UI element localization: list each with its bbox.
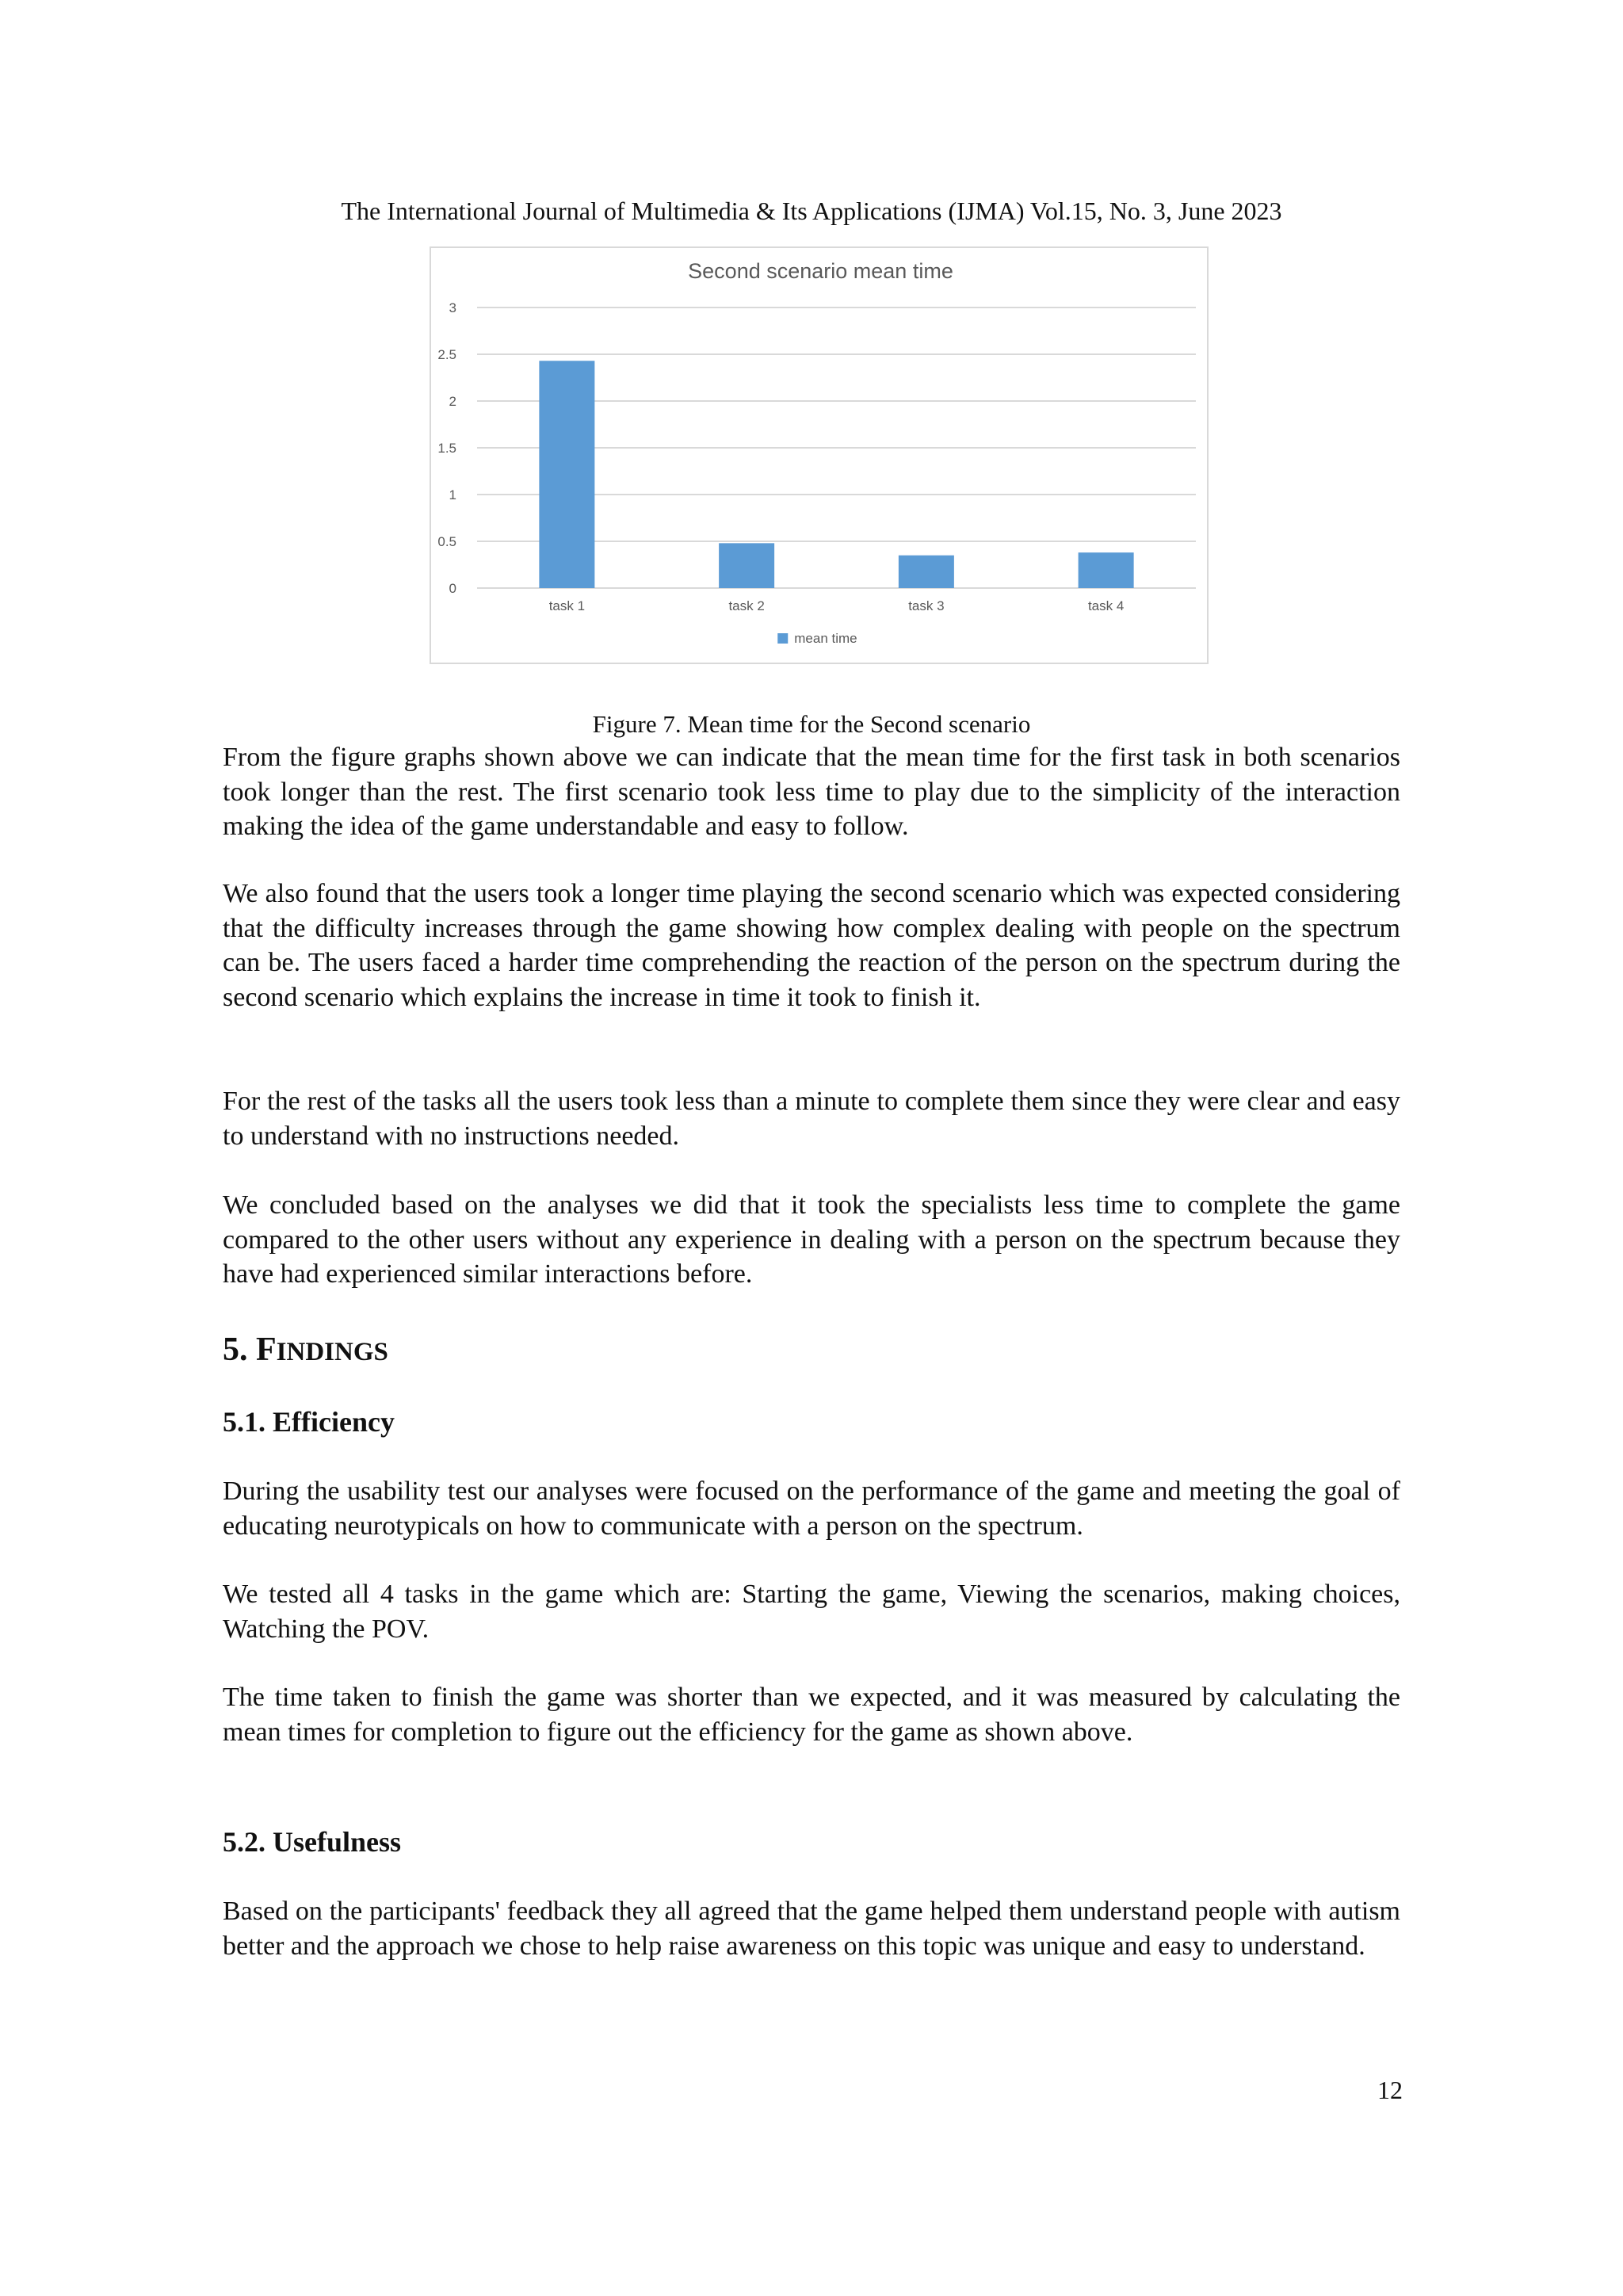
x-tick-label: task 2 [728, 598, 765, 613]
paragraph-second-scenario: We also found that the users took a longer time playing the second scenario which was expected considering that the difficulty increases through the game showing how complex dealing with people on the spectrum can be. The users faced a harder time comprehending the reaction of the person on the spectrum during the second scenario which explains the increase in time it took to finish it. [223, 879, 1400, 1012]
y-tick-label: 2.5 [437, 347, 456, 362]
paragraph-time-taken: The time taken to finish the game was shorter than we expected, and it was measured by calculating the mean times for completion to figure out the efficiency for the game as shown above. [223, 1683, 1400, 1747]
paragraph-usability-test: During the usability test our analyses were focused on the performance of the game and meeting the goal of educating neurotypicals on how to communicate with a person on the spectrum. [223, 1477, 1400, 1541]
x-tick-label: task 3 [908, 598, 945, 613]
x-tick-label: task 4 [1087, 598, 1125, 613]
paragraph-rest-of-tasks: For the rest of the tasks all the users took less than a minute to complete them since they were clear and easy to understand with no instructions needed. [223, 1087, 1400, 1151]
figure-caption: Figure 7. Mean time for the Second scenario [592, 710, 1031, 738]
chart-plot-area [431, 248, 1210, 666]
y-tick-label: 1 [449, 487, 456, 502]
section-heading-findings [223, 1330, 388, 1372]
page-number: 12 [1377, 2076, 1403, 2104]
bar [1079, 552, 1134, 588]
bar-chart [430, 246, 1209, 664]
legend-label: mean time [794, 631, 857, 646]
paragraph-specialists: We concluded based on the analyses we did that it took the specialists less time to complete the game compared to the other users without any experience in dealing with a person on the spectrum because they have had experienced similar interactions before. [223, 1190, 1400, 1289]
y-tick-label: 0 [449, 581, 456, 596]
paragraph-figure-analysis: From the figure graphs shown above we can indicate that the mean time for the first task in both scenarios took longer than the rest. The first scenario took less time to play due to the simplicity of the interaction making the idea of the game understandable and easy to follow. [223, 743, 1400, 841]
y-tick-label: 2 [449, 394, 456, 409]
bar [719, 543, 774, 588]
journal-header: The International Journal of Multimedia & Its Applications (IJMA) Vol.15, No. 3, June 2023 [341, 197, 1282, 225]
y-tick-label: 0.5 [437, 534, 456, 549]
chart-title: Second scenario mean time [688, 259, 953, 283]
bar [899, 556, 954, 588]
paragraph-participants-feedback: Based on the participants' feedback they all agreed that the game helped them understand people with autism better and the approach we chose to help raise awareness on this topic was unique and easy to understand. [223, 1897, 1400, 1961]
subsection-heading-efficiency: 5.1. Efficiency [223, 1406, 395, 1438]
subsection-heading-usefulness: 5.2. Usefulness [223, 1826, 402, 1858]
y-tick-label: 1.5 [437, 441, 456, 456]
x-tick-label: task 1 [548, 598, 586, 613]
bar [539, 361, 594, 588]
legend-swatch [777, 633, 788, 644]
section-heading-rest: INDINGS [276, 1338, 388, 1366]
section-heading-number: 5. F [223, 1331, 277, 1368]
y-tick-label: 3 [449, 300, 456, 315]
paragraph-tested-tasks: We tested all 4 tasks in the game which are: Starting the game, Viewing the scenarios, making choices, Watching the POV. [223, 1580, 1400, 1644]
